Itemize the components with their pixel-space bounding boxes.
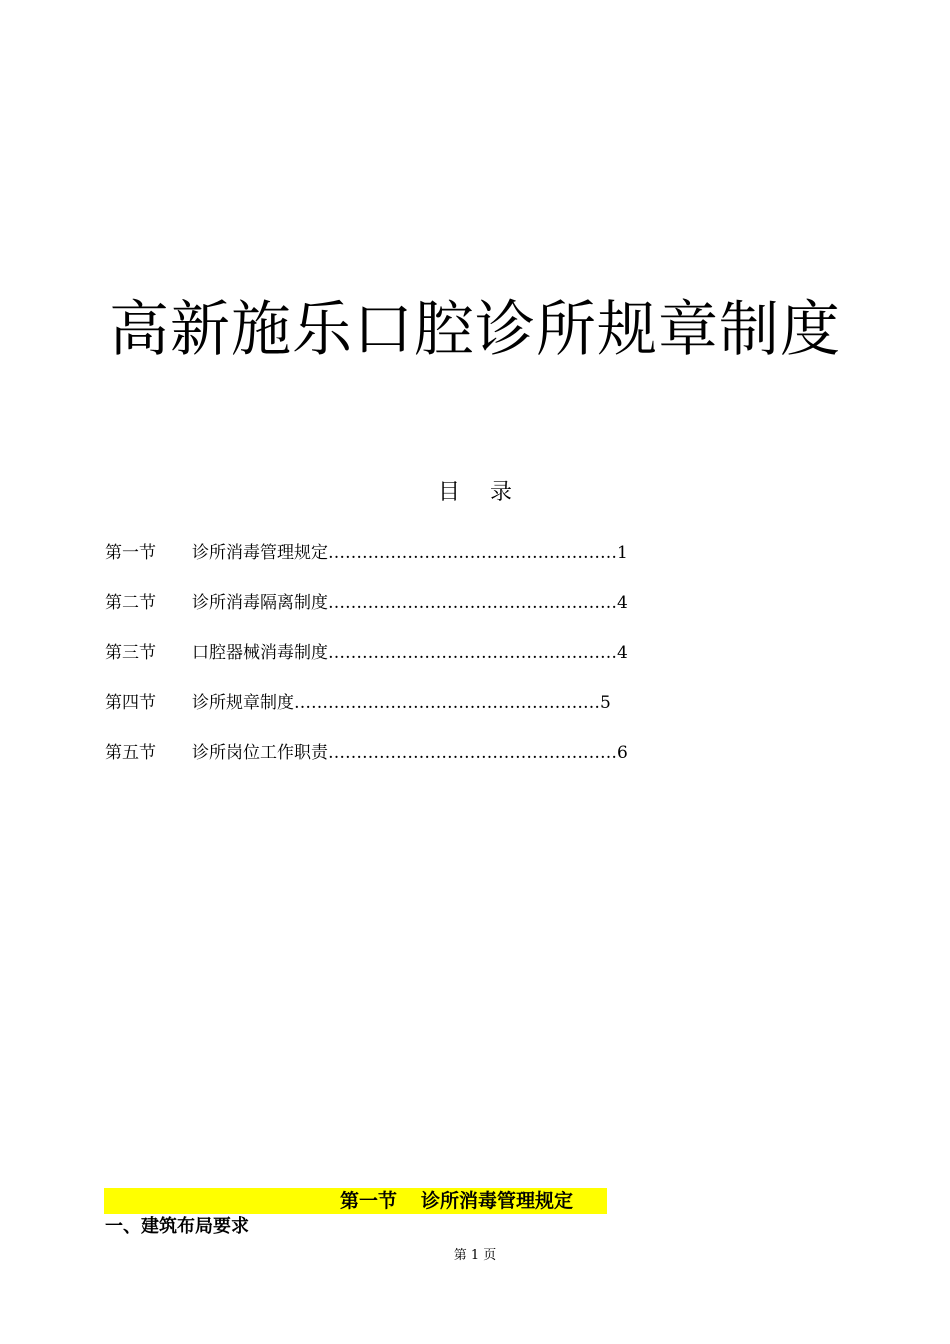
chapter-section-name: 诊所消毒管理规定 — [421, 1190, 574, 1212]
toc-heading — [0, 477, 950, 509]
toc-heading-left: 目 — [437, 480, 460, 505]
toc-leader: …………………………………………… — [328, 643, 617, 663]
toc-section-name: 诊所规章制度 — [192, 693, 294, 713]
toc-section-number: 第二节 — [105, 593, 156, 613]
toc-leader: …………………………………………… — [328, 743, 617, 763]
toc-leader: ……………………………………………… — [294, 693, 600, 713]
sub-heading: 一、建筑布局要求 — [105, 1216, 249, 1237]
toc-leader: …………………………………………… — [328, 543, 617, 563]
toc-entry[interactable] — [105, 637, 725, 687]
toc-entry[interactable] — [105, 737, 725, 787]
toc-section-number: 第三节 — [105, 643, 156, 663]
page-footer: 第 1 页 — [453, 1248, 497, 1263]
toc-page-number: 4 — [617, 643, 628, 663]
table-of-contents — [105, 537, 725, 787]
toc-section-name: 诊所消毒隔离制度 — [192, 593, 328, 613]
toc-page-number: 4 — [617, 593, 628, 613]
toc-page-number: 5 — [600, 693, 611, 713]
toc-section-name: 口腔器械消毒制度 — [192, 643, 328, 663]
toc-section-name: 诊所岗位工作职责 — [192, 743, 328, 763]
toc-section-number: 第四节 — [105, 693, 156, 713]
toc-page-number: 6 — [617, 743, 628, 763]
chapter-heading — [340, 1188, 573, 1214]
toc-section-number: 第一节 — [105, 543, 156, 563]
toc-section-number: 第五节 — [105, 743, 156, 763]
toc-heading-right: 录 — [490, 480, 513, 505]
toc-entry[interactable] — [105, 687, 725, 737]
toc-page-number: 1 — [617, 543, 628, 563]
toc-entry[interactable] — [105, 587, 725, 637]
toc-leader: …………………………………………… — [328, 593, 617, 613]
chapter-section-number: 第一节 — [340, 1190, 398, 1212]
page-title: 高新施乐口腔诊所规章制度 — [109, 295, 841, 365]
toc-entry[interactable] — [105, 537, 725, 587]
toc-section-name: 诊所消毒管理规定 — [192, 543, 328, 563]
